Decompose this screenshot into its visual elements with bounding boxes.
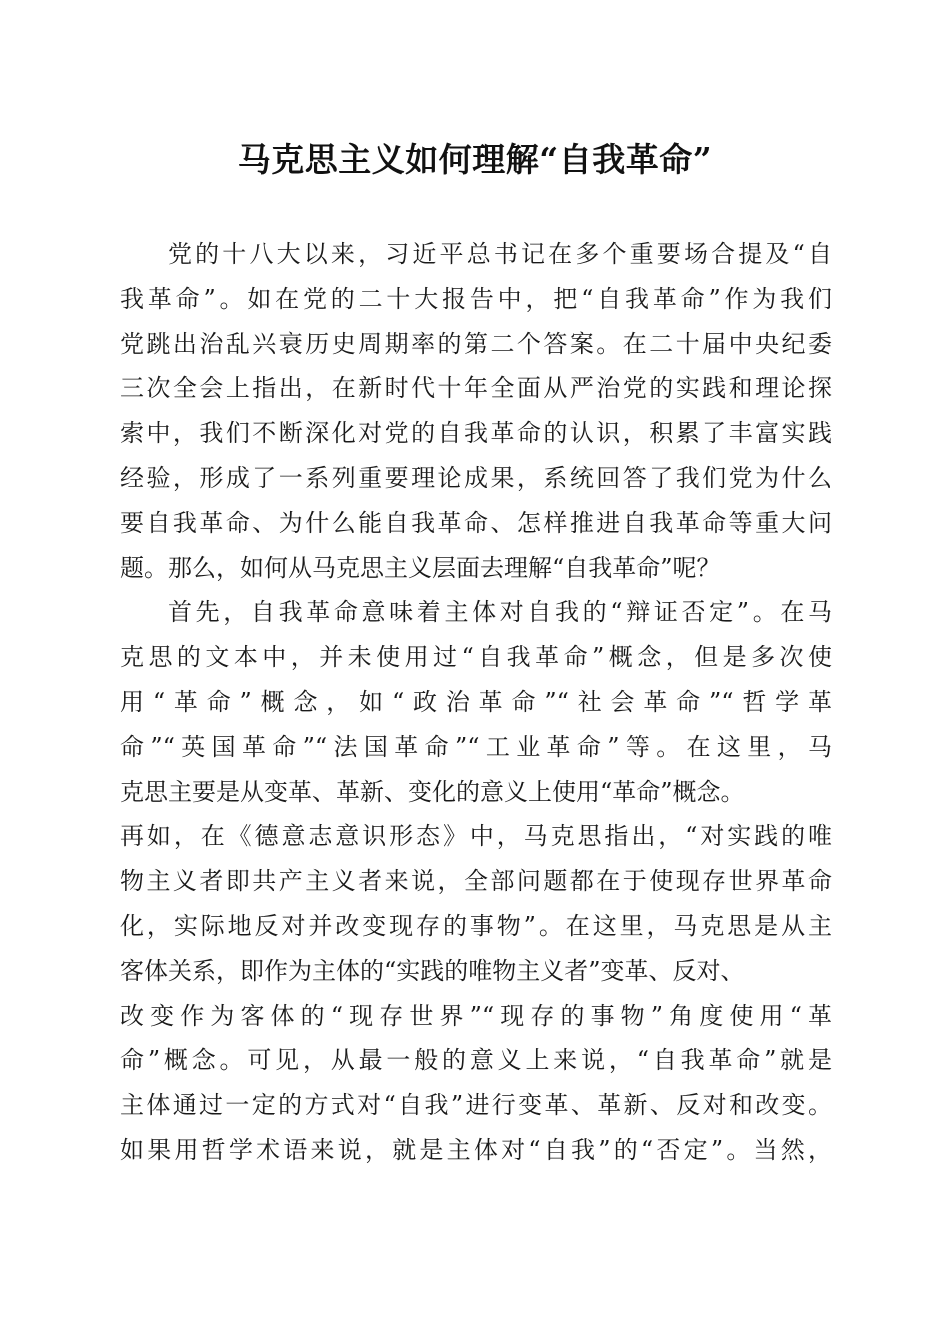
paragraph-2-line-12: 主体通过一定的方式对“自我”进行变革、革新、反对和改变。	[120, 1091, 832, 1120]
paragraph-2-line-11: 命”概念。可见，从最一般的意义上来说，“自我革命”就是	[120, 1046, 832, 1075]
paragraph-1-line-8: 题。那么，如何从马克思主义层面去理解“自我革命”呢？	[120, 553, 721, 582]
paragraph-2-line-13: 如果用哲学术语来说，就是主体对“自我”的“否定”。当然，	[120, 1135, 832, 1164]
paragraph-2-line-1: 首先，自我革命意味着主体对自我的“辩证否定”。在马	[168, 598, 832, 627]
paragraph-2-line-2: 克思的文本中，并未使用过“自我革命”概念，但是多次使	[120, 643, 832, 672]
document-body	[120, 232, 832, 1173]
paragraph-1-line-3: 党跳出治乱兴衰历史周期率的第二个答案。在二十届中央纪委	[120, 329, 832, 358]
paragraph-2-line-3: 用“革命”概念，如“政治革命”“社会革命”“哲学革	[120, 687, 832, 716]
paragraph-1-line-2: 我革命”。如在党的二十大报告中，把“自我革命”作为我们	[120, 284, 832, 313]
paragraph-2-line-6: 再如，在《德意志意识形态》中，马克思指出，“对实践的唯	[120, 822, 832, 851]
paragraph-1-line-5: 索中，我们不断深化对党的自我革命的认识，积累了丰富实践	[120, 419, 832, 448]
document-title: 马克思主义如何理解“自我革命”	[237, 140, 713, 179]
paragraph-1-line-7: 要自我革命、为什么能自我革命、怎样推进自我革命等重大问	[120, 508, 832, 537]
paragraph-2-line-9: 客体关系，即作为主体的“实践的唯物主义者”变革、反对、	[120, 956, 745, 985]
paragraph-2-line-10: 改变作为客体的“现存世界”“现存的事物”角度使用“革	[120, 1001, 832, 1030]
paragraph-1-line-6: 经验，形成了一系列重要理论成果，系统回答了我们党为什么	[120, 463, 832, 492]
paragraph-1-line-1: 党的十八大以来，习近平总书记在多个重要场合提及“自	[168, 240, 832, 268]
paragraph-2-line-4: 命”“英国革命”“法国革命”“工业革命”等。在这里，马	[120, 732, 832, 761]
paragraph-2-line-8: 化，实际地反对并改变现存的事物”。在这里，马克思是从主	[120, 911, 832, 940]
paragraph-1-line-4: 三次全会上指出，在新时代十年全面从严治党的实践和理论探	[120, 374, 832, 403]
paragraph-2-line-7: 物主义者即共产主义者来说，全部问题都在于使现存世界革命	[120, 867, 832, 896]
paragraph-2-line-5: 克思主要是从变革、革新、变化的意义上使用“革命”概念。	[120, 777, 745, 806]
